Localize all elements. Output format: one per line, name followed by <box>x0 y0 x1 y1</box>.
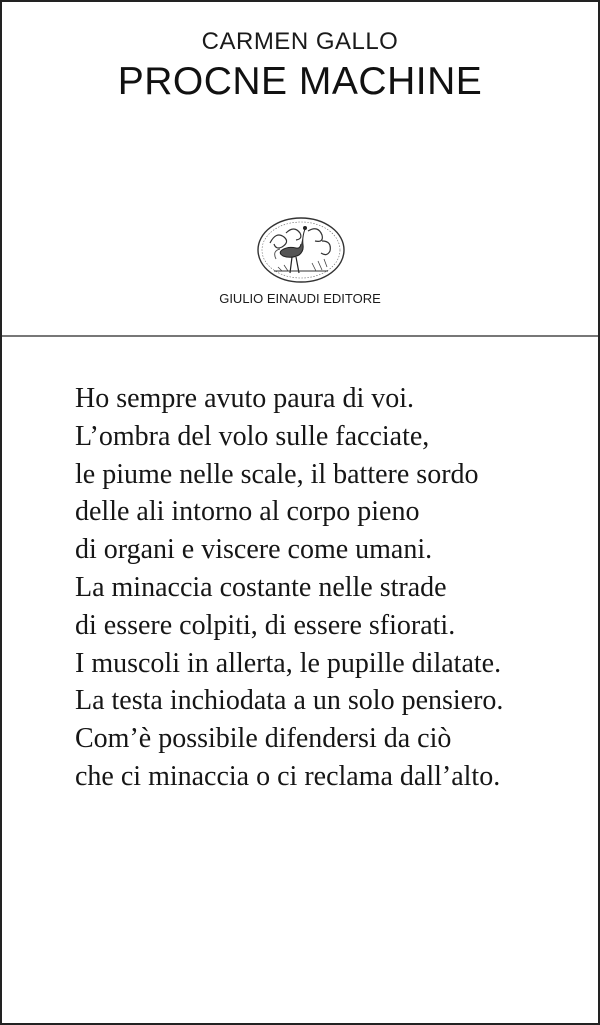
poem-line: di organi e viscere come umani. <box>75 534 433 566</box>
poem-excerpt <box>75 380 503 796</box>
poem-line: L’ombra del volo sulle facciate, <box>75 420 430 452</box>
poem-line: Ho sempre avuto paura di voi. <box>75 383 415 414</box>
poem-line: di essere colpiti, di essere sfiorati. <box>75 609 456 641</box>
poem-line: La testa inchiodata a un solo pensiero. <box>75 685 504 717</box>
divider <box>2 335 598 337</box>
poem-line: Com’è possibile difendersi da ciò <box>75 723 452 755</box>
poem-line: le piume nelle scale, il battere sordo <box>75 458 479 490</box>
author-name: CARMEN GALLO <box>201 28 399 55</box>
poem-line: delle ali intorno al corpo pieno <box>75 496 420 528</box>
publisher-name: GIULIO EINAUDI EDITORE <box>219 291 381 306</box>
poem-line: che ci minaccia o ci reclama dall’alto. <box>75 760 501 792</box>
poem-line: La minaccia costante nelle strade <box>75 571 447 603</box>
book-title: PROCNE MACHINE <box>117 60 483 103</box>
poem-line: I muscoli in allerta, le pupille dilatate. <box>75 647 502 679</box>
einaudi-ostrich-emblem-icon <box>256 215 346 285</box>
